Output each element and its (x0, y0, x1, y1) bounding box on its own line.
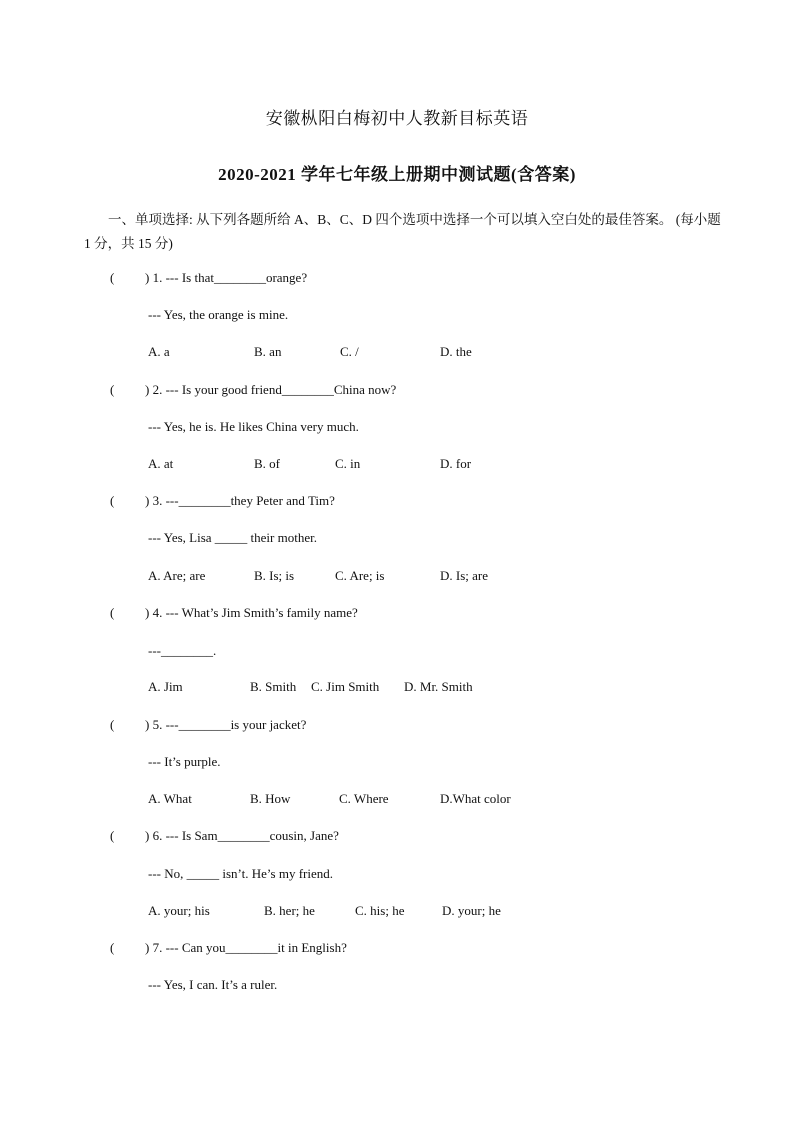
question-3-option-c: C. Are; is (335, 568, 385, 583)
question-4-text: ) 4. --- What’s Jim Smith’s family name? (145, 605, 358, 620)
question-4-option-a: A. Jim (148, 679, 183, 694)
question-5-text: ) 5. ---________is your jacket? (145, 717, 307, 732)
section-instructions: 一、单项选择: 从下列各题所给 A、B、C、D 四个选项中选择一个可以填入空白处的最佳答案。 (每小题 1 分，共 15 分) (84, 212, 721, 251)
question-5-option-a: A. What (148, 791, 192, 806)
question-1-option-d: D. the (440, 344, 472, 359)
question-2-text: ) 2. --- Is your good friend________China now? (145, 382, 397, 397)
question-3-option-d: D. Is; are (440, 568, 489, 583)
answer-blank: ( (110, 382, 115, 397)
question-2-dialogue: --- Yes, he is. He likes China very much. (148, 419, 359, 434)
question-2-option-a: A. at (148, 456, 174, 471)
question-5-dialogue: --- It’s purple. (148, 754, 221, 769)
question-1-option-b: B. an (254, 344, 282, 359)
question-1-text: ) 1. --- Is that________orange? (145, 270, 308, 285)
question-4-option-c: C. Jim Smith (311, 679, 380, 694)
answer-blank: ( (110, 940, 115, 955)
question-6-option-d: D. your; he (442, 903, 501, 918)
question-6-option-c: C. his; he (355, 903, 405, 918)
question-7-text: ) 7. --- Can you________it in English? (145, 940, 347, 955)
question-6-text: ) 6. --- Is Sam________cousin, Jane? (145, 828, 339, 843)
question-5-option-c: C. Where (339, 791, 389, 806)
answer-blank: ( (110, 493, 115, 508)
answer-blank: ( (110, 605, 115, 620)
answer-blank: ( (110, 828, 115, 843)
question-6-option-b: B. her; he (264, 903, 315, 918)
question-1-dialogue: --- Yes, the orange is mine. (148, 307, 289, 322)
question-6-option-a: A. your; his (148, 903, 210, 918)
question-3-option-b: B. Is; is (254, 568, 295, 583)
question-4-option-b: B. Smith (250, 679, 297, 694)
question-5-option-b: B. How (250, 791, 291, 806)
question-3-option-a: A. Are; are (148, 568, 206, 583)
question-2-option-d: D. for (440, 456, 472, 471)
answer-blank: ( (110, 717, 115, 732)
question-2-option-c: C. in (335, 456, 361, 471)
question-7-dialogue: --- Yes, I can. It’s a ruler. (148, 977, 278, 992)
question-3-dialogue: --- Yes, Lisa _____ their mother. (148, 530, 317, 545)
question-1-option-a: A. a (148, 344, 170, 359)
document-title: 安徽枞阳白梅初中人教新目标英语 (265, 109, 529, 128)
question-4-option-d: D. Mr. Smith (404, 679, 473, 694)
answer-blank: ( (110, 270, 115, 285)
document-subtitle: 2020-2021 学年七年级上册期中测试题(含答案) (218, 165, 576, 184)
question-5-option-d: D.What color (440, 791, 511, 806)
question-1-option-c: C. / (340, 344, 359, 359)
question-6-dialogue: --- No, _____ isn’t. He’s my friend. (148, 866, 333, 881)
question-4-dialogue: ---________. (148, 643, 217, 658)
question-3-text: ) 3. ---________they Peter and Tim? (145, 493, 335, 508)
question-2-option-b: B. of (254, 456, 280, 471)
